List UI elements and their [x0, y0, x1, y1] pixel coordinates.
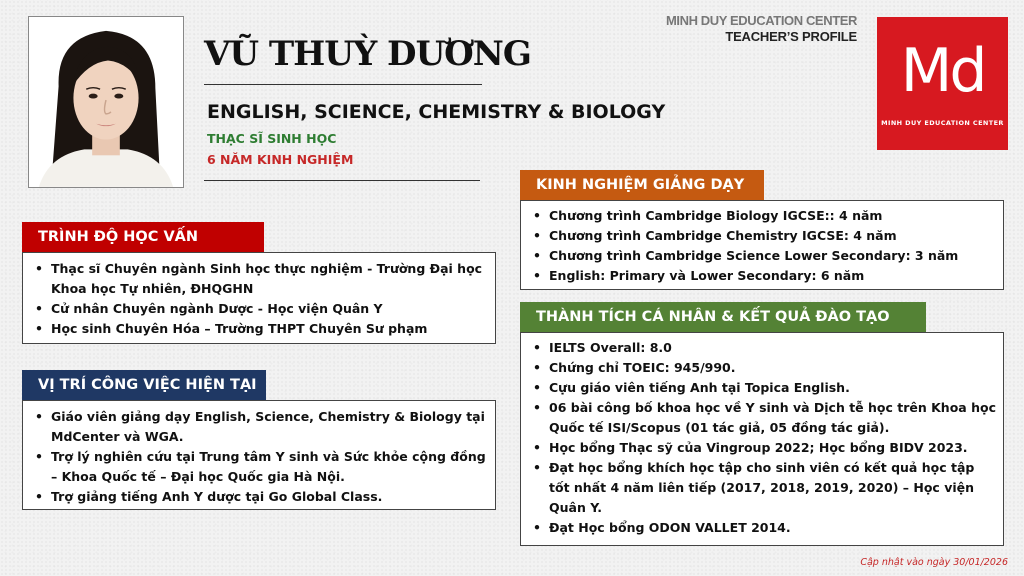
logo-text: MINH DUY EDUCATION CENTER [881, 119, 1004, 127]
list-item: • Chương trình Cambridge Chemistry IGCSE: 4 năm [525, 226, 997, 246]
teaching-experience-list [525, 206, 997, 286]
list-item: • 06 bài công bố khoa học về Y sinh và Dịch tễ học trên Khoa học Quốc tế ISI/Scopus (01 tác giả, 05 đồng tác giả). [525, 398, 997, 438]
list-item: • Cựu giáo viên tiếng Anh tại Topica English. [525, 378, 997, 398]
achievements-section [520, 332, 1004, 546]
updated-date-note: Cập nhật vào ngày 30/01/2026 [860, 557, 1008, 568]
achievements-section-title: THÀNH TÍCH CÁ NHÂN & KẾT QUẢ ĐÀO TẠO [520, 302, 926, 332]
list-item: • Chứng chỉ TOEIC: 945/990. [525, 358, 997, 378]
list-item: • Đạt học bổng khích học tập cho sinh viên có kết quả học tập tốt nhất 4 năm liên tiếp (2017, 2018, 2019, 2020) – Học viện Quân Y. [525, 458, 997, 518]
education-list [27, 259, 489, 339]
list-item: • Giáo viên giảng dạy English, Science, Chemistry & Biology tại MdCenter và WGA. [27, 407, 489, 447]
education-section-title: TRÌNH ĐỘ HỌC VẤN [22, 222, 264, 252]
teacher-name: VŨ THUỲ DƯƠNG [204, 34, 531, 74]
current-position-section-title: VỊ TRÍ CÔNG VIỆC HIỆN TẠI [22, 370, 266, 400]
teaching-experience-section [520, 200, 1004, 290]
name-divider [204, 84, 482, 85]
logo-mark: Md [900, 36, 985, 106]
list-item: • Đạt Học bổng ODON VALLET 2014. [525, 518, 997, 538]
list-item: • Cử nhân Chuyên ngành Dược - Học viện Quân Y [27, 299, 489, 319]
list-item: • Trợ lý nghiên cứu tại Trung tâm Y sinh và Sức khỏe cộng đồng – Khoa Quốc tế – Đại học Quốc gia Hà Nội. [27, 447, 489, 487]
education-section [22, 252, 496, 344]
list-item: • Thạc sĩ Chuyên ngành Sinh học thực nghiệm - Trường Đại học Khoa học Tự nhiên, ĐHQGHN [27, 259, 489, 299]
teaching-experience-section-title: KINH NGHIỆM GIẢNG DẠY [520, 170, 764, 200]
list-item: • Chương trình Cambridge Biology IGCSE:: 4 năm [525, 206, 997, 226]
center-logo [877, 17, 1008, 150]
teacher-experience-years: 6 NĂM KINH NGHIỆM [207, 152, 354, 167]
subtitle-divider [204, 180, 480, 181]
achievements-list [525, 338, 997, 538]
portrait-image [29, 17, 183, 187]
center-name: MINH DUY EDUCATION CENTER [665, 13, 857, 28]
list-item: • Trợ giảng tiếng Anh Y dược tại Go Global Class. [27, 487, 489, 507]
list-item: • Chương trình Cambridge Science Lower Secondary: 3 năm [525, 246, 997, 266]
profile-label: TEACHER’S PROFILE [725, 29, 857, 44]
list-item: • English: Primary và Lower Secondary: 6 năm [525, 266, 997, 286]
teacher-subjects: ENGLISH, SCIENCE, CHEMISTRY & BIOLOGY [207, 101, 666, 123]
list-item: • Học bổng Thạc sỹ của Vingroup 2022; Học bổng BIDV 2023. [525, 438, 997, 458]
list-item: • IELTS Overall: 8.0 [525, 338, 997, 358]
current-position-list [27, 407, 489, 507]
teacher-photo [28, 16, 184, 188]
current-position-section [22, 400, 496, 510]
teacher-degree: THẠC SĨ SINH HỌC [207, 131, 337, 146]
list-item: • Học sinh Chuyên Hóa – Trường THPT Chuyên Sư phạm [27, 319, 489, 339]
